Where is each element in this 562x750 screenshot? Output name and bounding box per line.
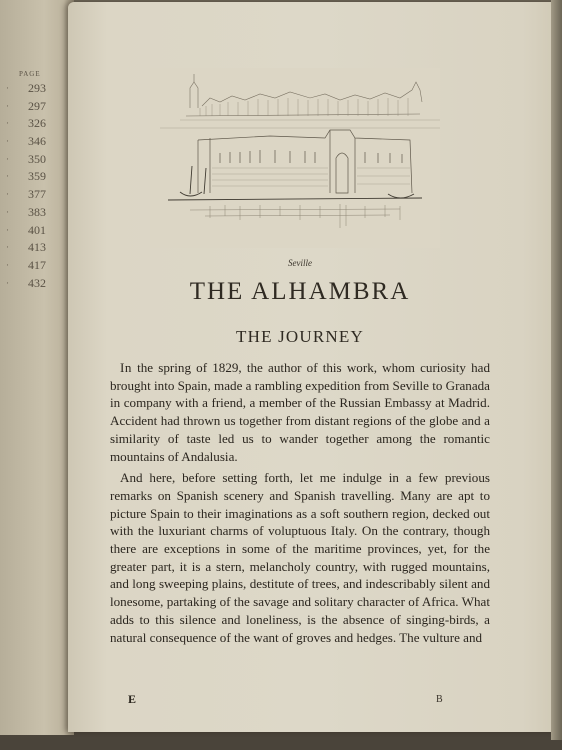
page-title: THE ALHAMBRA	[189, 278, 411, 305]
page-number: · 346	[6, 134, 46, 149]
page-number: · 293	[6, 81, 46, 95]
paragraph	[110, 469, 490, 646]
paragraph-text: the spring of 1829, the author of this work, whom curiosity had brought into Spain, made a rambling expedition from Seville to Granada in company with a friend, a member of the Russian Embassy at Madrid. Accident had thrown us together from distant regions of the globe and a similarity of taste led us to wander together among the romantic mountains of Andalusia.	[110, 360, 490, 464]
page-number: · 350	[6, 151, 46, 166]
illustration-caption: Seville	[288, 258, 312, 268]
page-number-list	[6, 80, 46, 292]
printer-signature-mark: E	[128, 692, 137, 706]
paragraph-text: here, before setting forth, let me indulge in a few previous remarks on Spanish scenery and Spanish travelling. Many are apt to picture Spain to their imaginations as a soft southern region, decked out with the luxuriant charms of voluptuous Italy. On the contrary, though there are exceptions in some of the maritime provinces, yet, for the greater part, it is a stern, melancholy country, with rugged mountains, and long sweeping plains, destitute of trees, and indescribably silent and lonesome, partaking of the savage and solitary character of Africa. What adds to this silence and loneliness, is the absence of singing-birds, a natural consequence of the want of groves and hedges. The vulture and	[110, 470, 490, 645]
page-number: · 401	[6, 222, 46, 237]
gathering-signature-mark: B	[436, 694, 443, 705]
chapter-title: THE JOURNEY	[236, 327, 364, 346]
page-number: · 377	[6, 187, 46, 202]
page-number: · 383	[6, 204, 46, 219]
body-text	[110, 359, 490, 646]
left-page	[0, 0, 74, 735]
page-number: · 326	[6, 116, 46, 131]
paragraph	[110, 359, 490, 465]
page-number: · 413	[6, 240, 46, 255]
book-edge	[551, 0, 562, 740]
paragraph-first-word: In	[120, 360, 132, 375]
page-column-label: PAGE	[19, 70, 41, 78]
seville-illustration	[150, 68, 440, 248]
page-number: · 359	[6, 169, 46, 184]
paragraph-first-word: And	[120, 470, 143, 486]
page-number: · 417	[6, 257, 46, 272]
page-number: · 297	[6, 98, 46, 113]
page-number: · 432	[6, 275, 46, 290]
